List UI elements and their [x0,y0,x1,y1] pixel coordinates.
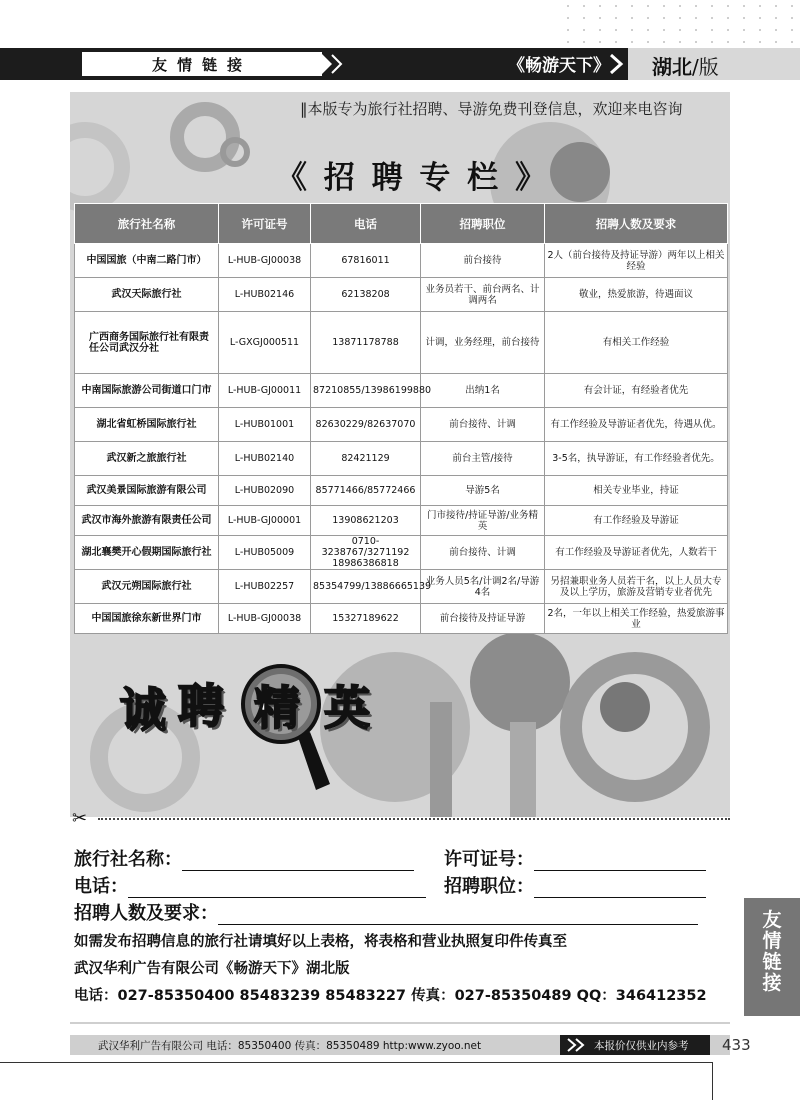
table-row [75,570,728,604]
cell-position: 前台接待、计调 [421,536,545,570]
cell-requirements: 有工作经验及导游证 [545,506,728,536]
decorative-dots [560,0,800,48]
cell-requirements: 有相关工作经验 [545,312,728,374]
cell-license: L-HUB01001 [219,408,311,442]
page-number: 433 [722,1036,751,1054]
cell-position: 门市接待/持证导游/业务精英 [421,506,545,536]
decor-circle [470,632,570,732]
position-label: 招聘职位： [444,876,534,897]
footer-divider [70,1022,730,1024]
cell-position: 前台接待、计调 [421,408,545,442]
form-row-position [444,872,706,898]
cell-license: L-HUB-GJ00038 [219,604,311,634]
cell-position: 业务员若干、前台两名、计调两名 [421,278,545,312]
cell-phone: 85354799/13886665139 [311,570,421,604]
cell-position: 前台接待 [421,244,545,278]
decor-circle [550,142,610,202]
cell-license: L-HUB-GJ00011 [219,374,311,408]
cell-phone: 13908621203 [311,506,421,536]
graphic-char: 聘 [178,679,224,733]
cell-phone: 67816011 [311,244,421,278]
cell-license: L-HUB02090 [219,476,311,506]
info-company: 武汉华利广告有限公司《畅游天下》湖北版 [74,961,350,977]
cell-phone: 13871178788 [311,312,421,374]
decor-circle [600,682,650,732]
cell-position: 导游5名 [421,476,545,506]
cell-license: L-HUB02257 [219,570,311,604]
header-phone: 电话 [311,204,421,244]
graphic-char: 精 [254,681,300,735]
cell-license: L-HUB02146 [219,278,311,312]
side-tab-friendly-links [744,898,800,1016]
edition-suffix: /版 [692,55,719,79]
footer-vrule [712,1062,713,1100]
hiring-elite-graphic [120,662,410,802]
double-arrow-icon [310,52,346,76]
header-position: 招聘职位 [421,204,545,244]
info-contact: 电话：027-85350400 85483239 85483227 传真：027-85350489 QQ：346412352 [74,988,707,1004]
cell-requirements: 2名，一年以上相关工作经验，热爱旅游事业 [545,604,728,634]
recruitment-table [74,203,728,634]
table-row [75,506,728,536]
cell-requirements: 2人（前台接待及持证导游）两年以上相关经验 [545,244,728,278]
decor-circle [220,137,250,167]
side-tab-char: 接 [762,972,782,994]
cell-position: 业务人员5名/计调2名/导游4名 [421,570,545,604]
agency-field[interactable] [182,851,414,871]
decor-bar [430,702,452,817]
cell-requirements: 有会计证，有经验者优先 [545,374,728,408]
table-row [75,374,728,408]
position-field[interactable] [534,878,706,898]
cell-requirements: 3-5名，执导游证，有工作经验者优先。 [545,442,728,476]
section-label: 友情链接 [151,55,252,74]
phone-label: 电话： [74,876,128,897]
header-requirements: 招聘人数及要求 [545,204,728,244]
section-label-box [82,52,322,76]
edition-region: 湖北 [652,55,692,79]
cell-position: 出纳1名 [421,374,545,408]
header-license: 许可证号 [219,204,311,244]
agency-label: 旅行社名称： [74,849,182,870]
notice-text: ‖本版专为旅行社招聘、导游免费刊登信息，欢迎来电咨询 [300,100,683,118]
table-row [75,442,728,476]
cell-license: L-HUB05009 [219,536,311,570]
cell-agency: 湖北省虹桥国际旅行社 [75,408,219,442]
cell-phone: 85771466/85772466 [311,476,421,506]
header-agency: 旅行社名称 [75,204,219,244]
cell-license: L-HUB02140 [219,442,311,476]
cell-requirements: 另招兼职业务人员若干名，以上人员大专及以上学历，旅游及营销专业者优先 [545,570,728,604]
cell-phone: 87210855/13986199880 [311,374,421,408]
cell-phone: 82421129 [311,442,421,476]
cell-requirements: 敬业，热爱旅游，待遇面议 [545,278,728,312]
table-row [75,536,728,570]
table-row [75,408,728,442]
info-instruction: 如需发布招聘信息的旅行社请填好以上表格，将表格和营业执照复印件传真至 [74,934,567,950]
cell-agency: 中国国旅徐东新世界门市 [75,604,219,634]
graphic-char: 英 [324,681,370,735]
cell-agency: 武汉元朔国际旅行社 [75,570,219,604]
table-row [75,312,728,374]
table-row [75,278,728,312]
cell-agency: 中南国际旅游公司街道口门市 [75,374,219,408]
side-tab-char: 情 [762,930,782,952]
side-tab-char: 链 [762,951,782,973]
graphic-char: 诚 [120,683,166,737]
cell-phone: 0710-3238767/3271192 18986386818 [311,536,421,570]
scissors-icon: ✂ [72,808,88,829]
decor-circle [70,122,130,212]
phone-field[interactable] [128,878,426,898]
cell-agency: 湖北襄樊开心假期国际旅行社 [75,536,219,570]
cell-phone: 62138208 [311,278,421,312]
cell-phone: 82630229/82637070 [311,408,421,442]
table-row [75,244,728,278]
cell-requirements: 有工作经验及导游证者优先，人数若干 [545,536,728,570]
requirements-field[interactable] [218,905,698,925]
form-row-requirements [74,899,698,925]
brand-title: 《畅游天下》 [508,56,610,76]
table-row [75,476,728,506]
cell-agency: 武汉新之旅旅行社 [75,442,219,476]
license-label: 许可证号： [444,849,534,870]
double-arrow-icon [566,1037,590,1053]
cell-position: 前台接待及持证导游 [421,604,545,634]
footer-note: 本报价仅供业内参考 [594,1040,689,1052]
cell-requirements: 有工作经验及导游证者优先，待遇从优。 [545,408,728,442]
cell-agency: 中国国旅（中南二路门市） [75,244,219,278]
footer-rule [0,1062,712,1063]
table-header-row [75,204,728,244]
form-row-agency [74,845,414,871]
cell-license: L-GXGJ000511 [219,312,311,374]
cell-phone: 15327189622 [311,604,421,634]
side-tab-char: 友 [762,909,782,931]
requirements-label: 招聘人数及要求： [74,903,218,924]
cell-position: 计调，业务经理，前台接待 [421,312,545,374]
table-row [75,604,728,634]
page-title: 《 招 聘 专 栏 》 [276,160,549,196]
cell-license: L-HUB-GJ00001 [219,506,311,536]
cell-requirements: 相关专业毕业，持证 [545,476,728,506]
license-field[interactable] [534,851,706,871]
form-row-phone [74,872,426,898]
cell-agency: 武汉美景国际旅游有限公司 [75,476,219,506]
edition-label [652,51,719,80]
cell-position: 前台主管/接待 [421,442,545,476]
arrow-right-icon [608,52,626,76]
cell-license: L-HUB-GJ00038 [219,244,311,278]
cell-agency: 武汉天际旅行社 [75,278,219,312]
decor-bar [510,722,536,817]
cell-agency: 武汉市海外旅游有限责任公司 [75,506,219,536]
cell-agency: 广西商务国际旅行社有限责任公司武汉分社 [75,312,219,374]
form-row-license [444,845,706,871]
cut-line [98,818,730,820]
footer-info: 武汉华利广告有限公司 电话：85350400 传真：85350489 http:www.zyoo.net [98,1040,482,1052]
